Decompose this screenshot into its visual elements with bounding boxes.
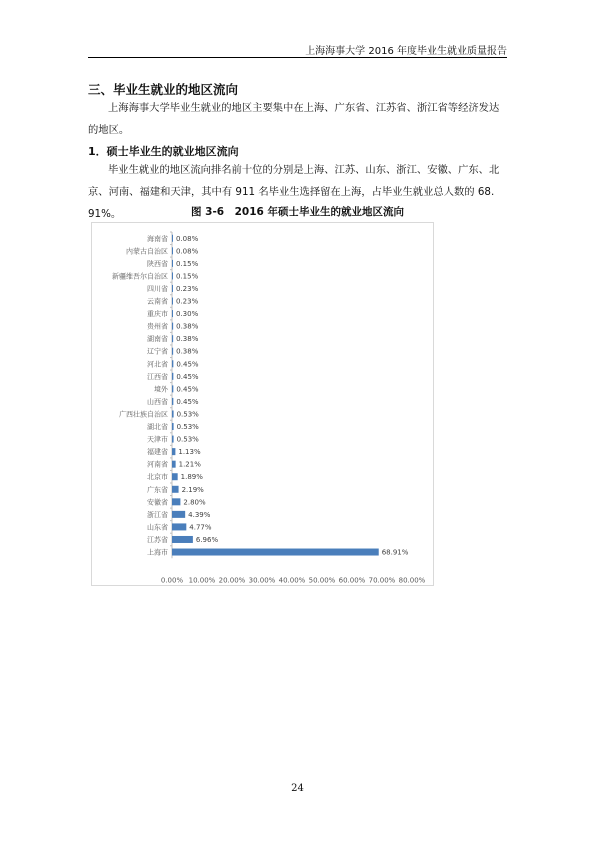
data-label: 0.15% (176, 272, 199, 281)
data-label: 0.23% (176, 284, 199, 293)
data-label: 0.53% (176, 423, 199, 432)
bar (172, 473, 178, 480)
category-label: 浙江省 (147, 510, 168, 519)
category-label: 内蒙古自治区 (126, 247, 168, 256)
bar (172, 310, 173, 317)
data-label: 68.91% (381, 548, 409, 557)
bar (172, 360, 173, 367)
data-label: 0.23% (176, 297, 199, 306)
data-label: 0.30% (176, 310, 199, 319)
x-tick-label: 20.00% (218, 576, 246, 585)
category-label: 湖北省 (147, 423, 168, 432)
bar (172, 272, 173, 279)
category-label: 海南省 (147, 234, 168, 243)
category-label: 山西省 (147, 397, 168, 406)
category-label: 重庆市 (147, 310, 168, 319)
bar (172, 461, 176, 468)
category-label: 辽宁省 (147, 347, 168, 356)
category-label: 山东省 (147, 523, 168, 532)
data-label: 0.45% (176, 397, 199, 406)
bar (172, 511, 185, 518)
bar (172, 536, 193, 543)
data-label: 1.89% (180, 473, 203, 482)
category-label: 贵州省 (147, 322, 168, 331)
data-label: 0.08% (176, 247, 199, 256)
category-label: 江西省 (147, 372, 168, 381)
data-label: 1.13% (178, 448, 201, 457)
data-label: 0.08% (176, 234, 199, 243)
category-label: 安徽省 (147, 498, 168, 507)
header-divider (88, 57, 507, 58)
region-bar-chart (91, 222, 434, 586)
data-label: 0.38% (176, 322, 199, 331)
data-label: 1.21% (178, 460, 201, 469)
category-label: 新疆维吾尔自治区 (112, 272, 168, 281)
data-label: 0.45% (176, 372, 199, 381)
x-tick-label: 80.00% (398, 576, 426, 585)
category-label: 天津市 (147, 435, 168, 444)
x-tick-label: 70.00% (368, 576, 396, 585)
category-label: 江苏省 (147, 535, 168, 544)
bar (172, 235, 173, 242)
page-header: 上海海事大学 2016 年度毕业生就业质量报告 (305, 46, 507, 57)
figure-caption: 图 3-6 2016 年硕士毕业生的就业地区流向 (190, 206, 404, 218)
bar (172, 486, 179, 493)
bar (172, 285, 173, 292)
x-tick-label: 60.00% (338, 576, 366, 585)
bar (172, 373, 173, 380)
category-label: 河南省 (147, 460, 168, 469)
x-tick-label: 30.00% (248, 576, 276, 585)
bar (172, 523, 186, 530)
bar (172, 498, 180, 505)
data-label: 0.38% (176, 335, 199, 344)
bar (172, 348, 173, 355)
bar (172, 448, 175, 455)
data-label: 6.96% (195, 535, 219, 544)
data-label: 4.39% (188, 510, 211, 519)
category-label: 陕西省 (147, 259, 168, 268)
bar (172, 410, 174, 417)
category-label: 广西壮族自治区 (119, 410, 168, 419)
page-number: 24 (291, 783, 304, 794)
bar (172, 549, 379, 556)
subsection-title: 1．硕士毕业生的就业地区流向 (88, 145, 239, 158)
bar (172, 398, 173, 405)
body-paragraph: 毕业生就业的地区流向排名前十位的分别是上海、江苏、山东、浙江、安徽、广东、北京、河南、福建和天津，其中有 911 名毕业生选择留在上海，占毕业生就业总人数的 68. 91%。 (88, 164, 500, 220)
bar (172, 385, 173, 392)
data-label: 0.53% (176, 410, 199, 419)
data-label: 2.80% (183, 498, 206, 507)
category-label: 四川省 (147, 284, 168, 293)
bar (172, 423, 174, 430)
bar (172, 335, 173, 342)
chart-svg (92, 223, 433, 585)
data-label: 0.45% (176, 385, 199, 394)
category-label: 境外 (154, 385, 168, 394)
data-label: 0.53% (176, 435, 199, 444)
bar (172, 323, 173, 330)
x-tick-label: 10.00% (188, 576, 216, 585)
bar (172, 247, 173, 254)
data-label: 0.15% (176, 259, 199, 268)
x-tick-label: 40.00% (278, 576, 306, 585)
data-label: 4.77% (189, 523, 212, 532)
category-label: 福建省 (147, 448, 168, 457)
category-label: 上海市 (147, 548, 168, 557)
category-label: 湖南省 (147, 335, 168, 344)
section-title: 三、毕业生就业的地区流向 (88, 82, 239, 97)
bar (172, 298, 173, 305)
data-label: 0.38% (176, 347, 199, 356)
category-label: 河北省 (147, 360, 168, 369)
bar (172, 436, 174, 443)
category-label: 云南省 (147, 297, 168, 306)
data-label: 2.19% (181, 485, 204, 494)
data-label: 0.45% (176, 360, 199, 369)
bar (172, 260, 173, 267)
category-label: 广东省 (147, 485, 168, 494)
x-tick-label: 0.00% (160, 576, 184, 585)
x-tick-label: 50.00% (308, 576, 336, 585)
intro-paragraph: 上海海事大学毕业生就业的地区主要集中在上海、广东省、江苏省、浙江省等经济发达的地区。 (88, 102, 500, 136)
category-label: 北京市 (147, 473, 168, 482)
